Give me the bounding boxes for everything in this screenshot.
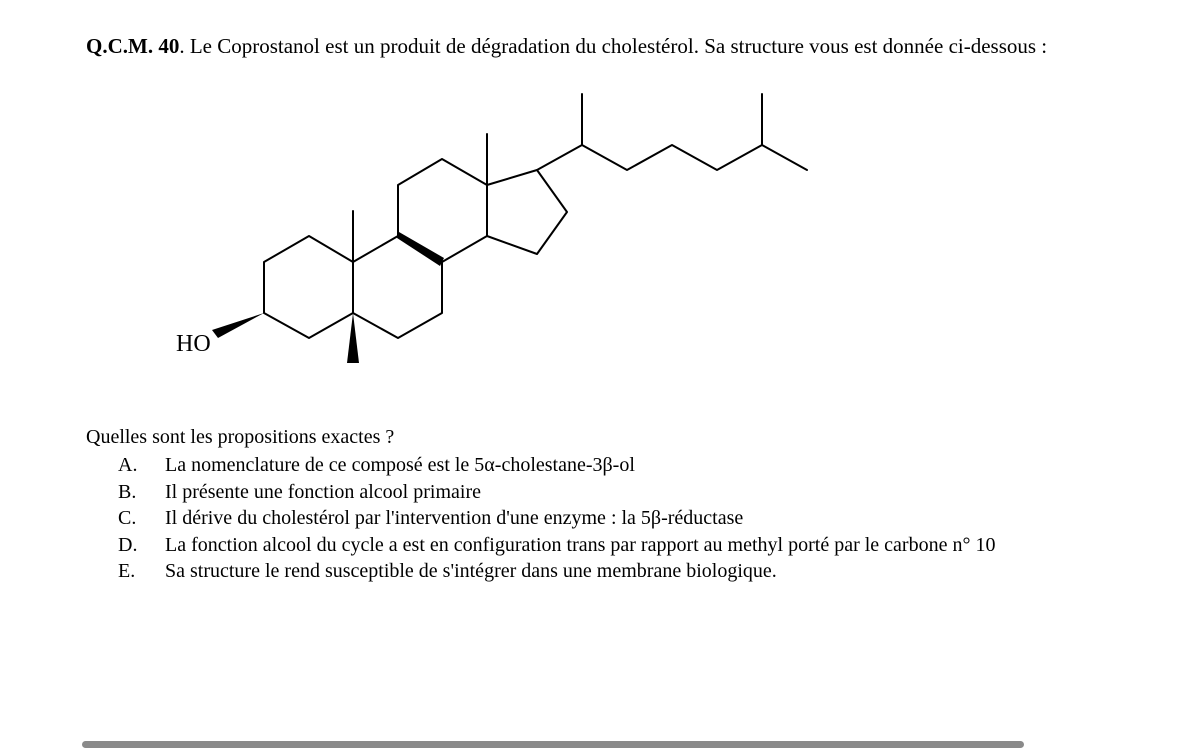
option-text: Sa structure le rend susceptible de s'intégrer dans une membrane biologique. bbox=[165, 560, 777, 582]
horizontal-scrollbar[interactable] bbox=[82, 741, 1024, 748]
option-letter: E. bbox=[118, 560, 136, 582]
option-text: La fonction alcool du cycle a est en configuration trans par rapport au methyl porté par le carbone n° 10 bbox=[165, 533, 996, 556]
option-c bbox=[118, 505, 995, 532]
option-letter: D. bbox=[118, 533, 138, 556]
ring-a bbox=[264, 236, 353, 338]
wedge-hydroxyl bbox=[212, 313, 264, 338]
option-b bbox=[118, 479, 995, 506]
hydroxyl-label: HO bbox=[176, 331, 211, 357]
option-letter: B. bbox=[118, 480, 137, 503]
question-number: Q.C.M. 40 bbox=[86, 34, 180, 58]
side-chain bbox=[537, 145, 807, 170]
option-text: Il présente une fonction alcool primaire bbox=[165, 480, 481, 503]
option-letter: C. bbox=[118, 507, 137, 529]
options-list bbox=[118, 452, 995, 585]
option-a bbox=[118, 452, 995, 479]
option-d bbox=[118, 532, 995, 559]
question-text: . Le Coprostanol est un produit de dégradation du cholestérol. Sa structure vous est donnée ci-dessous : bbox=[179, 34, 1048, 58]
wedge-methyl-c5 bbox=[347, 313, 359, 363]
bold-bond-c8 bbox=[397, 232, 444, 266]
option-text: La nomenclature de ce composé est le 5α-cholestane-3β-ol bbox=[165, 454, 635, 476]
prompt-text: Quelles sont les propositions exactes ? bbox=[86, 426, 395, 448]
ring-d bbox=[487, 170, 567, 254]
structure-bonds bbox=[264, 94, 807, 338]
option-letter: A. bbox=[118, 454, 138, 476]
option-text: Il dérive du cholestérol par l'intervention d'une enzyme : la 5β-réductase bbox=[165, 507, 744, 529]
option-e bbox=[118, 558, 995, 585]
